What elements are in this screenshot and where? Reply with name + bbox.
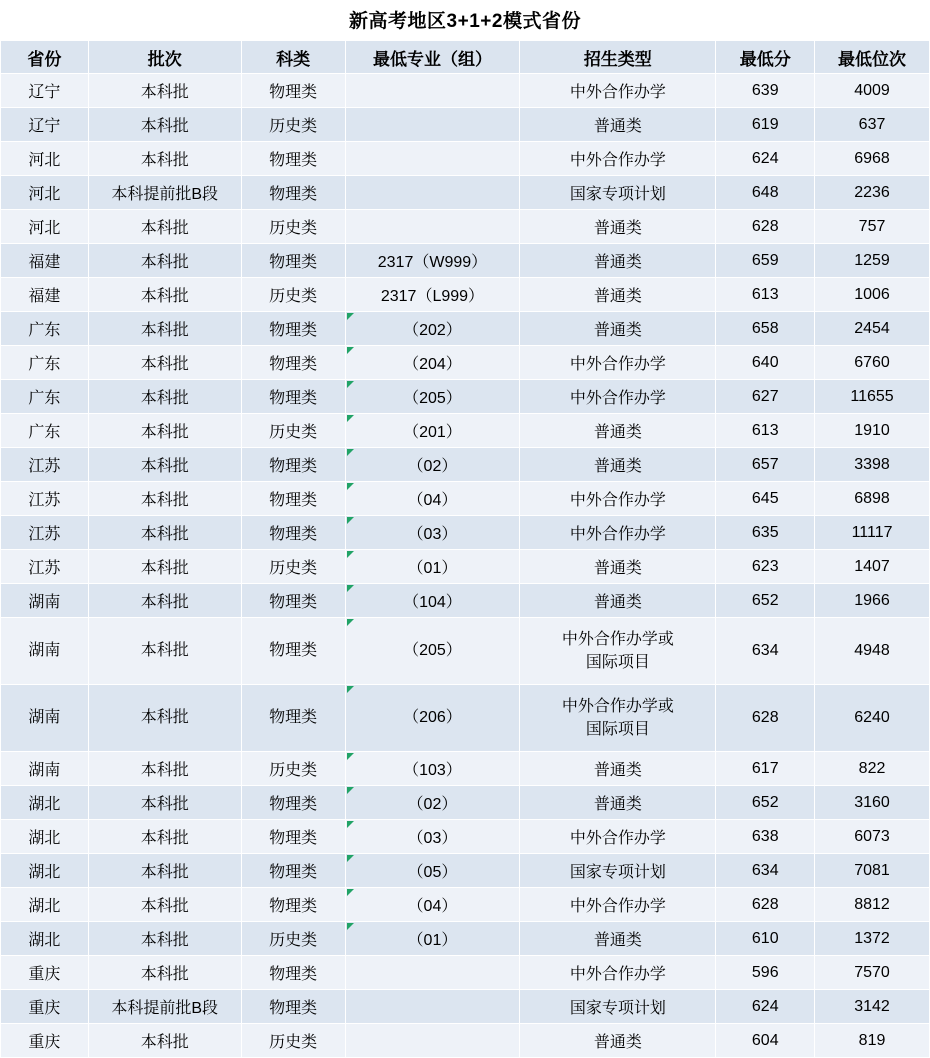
- cell-province[interactable]: 广东: [1, 380, 89, 414]
- cell-min-rank[interactable]: 6240: [815, 685, 930, 752]
- cell-subject[interactable]: 物理类: [241, 820, 345, 854]
- table-row: [1, 380, 930, 414]
- cell-admission-type[interactable]: 中外合作办学: [520, 888, 716, 922]
- table-row: [1, 210, 930, 244]
- cell-min-score[interactable]: 638: [716, 820, 815, 854]
- cell-admission-type[interactable]: 普通类: [520, 210, 716, 244]
- cell-major-group[interactable]: （202）: [345, 312, 520, 346]
- cell-batch[interactable]: 本科批: [88, 448, 241, 482]
- cell-min-rank[interactable]: 6968: [815, 142, 930, 176]
- cell-subject[interactable]: 物理类: [241, 74, 345, 108]
- cell-min-score[interactable]: 634: [716, 854, 815, 888]
- cell-major-group[interactable]: [345, 990, 520, 1024]
- cell-batch[interactable]: 本科批: [88, 516, 241, 550]
- cell-subject[interactable]: 历史类: [241, 752, 345, 786]
- cell-subject[interactable]: 物理类: [241, 244, 345, 278]
- cell-major-group[interactable]: （205）: [345, 618, 520, 685]
- cell-batch[interactable]: 本科批: [88, 685, 241, 752]
- cell-province[interactable]: 辽宁: [1, 74, 89, 108]
- cell-major-group[interactable]: （201）: [345, 414, 520, 448]
- cell-subject[interactable]: 历史类: [241, 108, 345, 142]
- cell-province[interactable]: 福建: [1, 278, 89, 312]
- table-row: [1, 922, 930, 956]
- cell-subject[interactable]: 历史类: [241, 414, 345, 448]
- cell-subject[interactable]: 物理类: [241, 618, 345, 685]
- cell-min-score[interactable]: 659: [716, 244, 815, 278]
- cell-admission-type[interactable]: 普通类: [520, 1024, 716, 1058]
- cell-subject[interactable]: 历史类: [241, 922, 345, 956]
- cell-admission-type[interactable]: 普通类: [520, 414, 716, 448]
- cell-subject[interactable]: 物理类: [241, 312, 345, 346]
- cell-major-group[interactable]: （204）: [345, 346, 520, 380]
- page-title: 新高考地区3+1+2模式省份: [349, 11, 581, 32]
- table-row: [1, 685, 930, 752]
- cell-admission-type[interactable]: 中外合作办学: [520, 346, 716, 380]
- cell-admission-type[interactable]: 普通类: [520, 786, 716, 820]
- cell-province[interactable]: 重庆: [1, 956, 89, 990]
- cell-province[interactable]: 广东: [1, 414, 89, 448]
- cell-batch[interactable]: 本科提前批B段: [88, 176, 241, 210]
- table-row: [1, 482, 930, 516]
- cell-province[interactable]: 江苏: [1, 448, 89, 482]
- cell-admission-type[interactable]: 国家专项计划: [520, 854, 716, 888]
- cell-subject[interactable]: 物理类: [241, 346, 345, 380]
- cell-min-score[interactable]: 658: [716, 312, 815, 346]
- table-row: [1, 312, 930, 346]
- cell-min-rank[interactable]: 7570: [815, 956, 930, 990]
- cell-batch[interactable]: 本科批: [88, 888, 241, 922]
- table-row: [1, 176, 930, 210]
- cell-major-group[interactable]: [345, 108, 520, 142]
- cell-min-score[interactable]: 634: [716, 618, 815, 685]
- cell-province[interactable]: 湖北: [1, 888, 89, 922]
- cell-min-rank[interactable]: 1407: [815, 550, 930, 584]
- cell-min-score[interactable]: 627: [716, 380, 815, 414]
- column-header-min-score[interactable]: 最低分: [716, 41, 815, 74]
- cell-batch[interactable]: 本科批: [88, 820, 241, 854]
- column-header-subject[interactable]: 科类: [241, 41, 345, 74]
- cell-min-score[interactable]: 628: [716, 210, 815, 244]
- cell-major-group[interactable]: 2317（L999）: [345, 278, 520, 312]
- table-row: [1, 990, 930, 1024]
- cell-min-rank[interactable]: 1966: [815, 584, 930, 618]
- column-header-batch[interactable]: 批次: [88, 41, 241, 74]
- cell-major-group[interactable]: （03）: [345, 820, 520, 854]
- cell-subject[interactable]: 历史类: [241, 550, 345, 584]
- cell-min-rank[interactable]: 757: [815, 210, 930, 244]
- table-row: [1, 854, 930, 888]
- cell-min-score[interactable]: 628: [716, 685, 815, 752]
- cell-province[interactable]: 湖南: [1, 584, 89, 618]
- cell-min-rank[interactable]: 3160: [815, 786, 930, 820]
- cell-province[interactable]: 湖北: [1, 922, 89, 956]
- cell-min-score[interactable]: 628: [716, 888, 815, 922]
- cell-major-group[interactable]: （05）: [345, 854, 520, 888]
- cell-batch[interactable]: 本科批: [88, 346, 241, 380]
- cell-major-group[interactable]: [345, 956, 520, 990]
- cell-major-group[interactable]: [345, 142, 520, 176]
- cell-subject[interactable]: 物理类: [241, 584, 345, 618]
- cell-admission-type[interactable]: [520, 618, 716, 685]
- cell-min-rank[interactable]: 1372: [815, 922, 930, 956]
- cell-admission-type[interactable]: 普通类: [520, 448, 716, 482]
- cell-subject[interactable]: 物理类: [241, 380, 345, 414]
- cell-batch[interactable]: 本科批: [88, 278, 241, 312]
- cell-min-score[interactable]: 596: [716, 956, 815, 990]
- cell-min-rank[interactable]: 11655: [815, 380, 930, 414]
- cell-batch[interactable]: 本科批: [88, 752, 241, 786]
- cell-batch[interactable]: 本科批: [88, 414, 241, 448]
- cell-min-score[interactable]: 610: [716, 922, 815, 956]
- cell-province[interactable]: 湖北: [1, 820, 89, 854]
- cell-batch[interactable]: 本科批: [88, 244, 241, 278]
- cell-admission-type-line: 中外合作办学或: [561, 630, 674, 648]
- table-row: [1, 618, 930, 685]
- table-row: [1, 888, 930, 922]
- cell-min-rank[interactable]: 6073: [815, 820, 930, 854]
- cell-min-score[interactable]: 652: [716, 584, 815, 618]
- cell-admission-type[interactable]: 中外合作办学: [520, 820, 716, 854]
- cell-major-group[interactable]: （104）: [345, 584, 520, 618]
- cell-min-score[interactable]: 604: [716, 1024, 815, 1058]
- cell-batch[interactable]: 本科批: [88, 550, 241, 584]
- cell-subject[interactable]: 物理类: [241, 786, 345, 820]
- cell-admission-type[interactable]: 国家专项计划: [520, 990, 716, 1024]
- cell-min-score[interactable]: 652: [716, 786, 815, 820]
- cell-min-rank[interactable]: 7081: [815, 854, 930, 888]
- cell-province[interactable]: 湖南: [1, 752, 89, 786]
- cell-province[interactable]: 广东: [1, 346, 89, 380]
- cell-admission-type[interactable]: 普通类: [520, 752, 716, 786]
- cell-subject[interactable]: 物理类: [241, 516, 345, 550]
- cell-subject[interactable]: 物理类: [241, 685, 345, 752]
- cell-min-score[interactable]: 619: [716, 108, 815, 142]
- table-row: [1, 1024, 930, 1058]
- cell-subject[interactable]: 物理类: [241, 888, 345, 922]
- cell-subject[interactable]: 物理类: [241, 854, 345, 888]
- cell-batch[interactable]: 本科批: [88, 854, 241, 888]
- admission-score-table: [0, 40, 930, 1058]
- column-header-admission-type[interactable]: 招生类型: [520, 41, 716, 74]
- cell-batch[interactable]: 本科批: [88, 956, 241, 990]
- cell-province[interactable]: 江苏: [1, 482, 89, 516]
- cell-major-group[interactable]: [345, 74, 520, 108]
- cell-min-rank[interactable]: 3142: [815, 990, 930, 1024]
- cell-min-rank[interactable]: 1006: [815, 278, 930, 312]
- cell-batch[interactable]: 本科批: [88, 210, 241, 244]
- cell-subject[interactable]: 历史类: [241, 1024, 345, 1058]
- cell-min-rank[interactable]: 2236: [815, 176, 930, 210]
- cell-province[interactable]: 湖南: [1, 685, 89, 752]
- cell-min-score[interactable]: 635: [716, 516, 815, 550]
- cell-admission-type[interactable]: 普通类: [520, 584, 716, 618]
- cell-province[interactable]: 湖南: [1, 618, 89, 685]
- cell-min-rank[interactable]: 3398: [815, 448, 930, 482]
- cell-batch[interactable]: 本科批: [88, 74, 241, 108]
- cell-batch[interactable]: 本科批: [88, 482, 241, 516]
- cell-admission-type-line: 中外合作办学或: [561, 697, 674, 715]
- cell-admission-type[interactable]: 中外合作办学: [520, 142, 716, 176]
- table-row: [1, 278, 930, 312]
- cell-major-group[interactable]: （01）: [345, 922, 520, 956]
- cell-batch[interactable]: 本科批: [88, 786, 241, 820]
- cell-major-group[interactable]: （103）: [345, 752, 520, 786]
- cell-major-group[interactable]: （206）: [345, 685, 520, 752]
- table-row: [1, 74, 930, 108]
- cell-major-group[interactable]: [345, 210, 520, 244]
- cell-admission-type[interactable]: 普通类: [520, 922, 716, 956]
- cell-min-score[interactable]: 623: [716, 550, 815, 584]
- cell-province[interactable]: 河北: [1, 142, 89, 176]
- cell-subject[interactable]: 历史类: [241, 278, 345, 312]
- cell-batch[interactable]: 本科批: [88, 584, 241, 618]
- cell-batch[interactable]: 本科提前批B段: [88, 990, 241, 1024]
- cell-batch[interactable]: 本科批: [88, 922, 241, 956]
- cell-admission-type[interactable]: 中外合作办学: [520, 74, 716, 108]
- cell-admission-type[interactable]: 普通类: [520, 312, 716, 346]
- cell-admission-type[interactable]: 普通类: [520, 108, 716, 142]
- table-body: [1, 74, 930, 1058]
- cell-batch[interactable]: 本科批: [88, 380, 241, 414]
- cell-admission-type[interactable]: [520, 685, 716, 752]
- cell-province[interactable]: 辽宁: [1, 108, 89, 142]
- cell-min-score[interactable]: 640: [716, 346, 815, 380]
- cell-min-rank[interactable]: 822: [815, 752, 930, 786]
- cell-admission-type[interactable]: 中外合作办学: [520, 380, 716, 414]
- table-row: [1, 346, 930, 380]
- cell-subject[interactable]: 物理类: [241, 176, 345, 210]
- cell-min-score[interactable]: 613: [716, 414, 815, 448]
- cell-min-score[interactable]: 648: [716, 176, 815, 210]
- cell-subject[interactable]: 物理类: [241, 142, 345, 176]
- cell-min-rank[interactable]: 1259: [815, 244, 930, 278]
- column-header-major-group[interactable]: 最低专业（组）: [345, 41, 520, 74]
- cell-major-group[interactable]: 2317（W999）: [345, 244, 520, 278]
- cell-min-score[interactable]: 639: [716, 74, 815, 108]
- cell-admission-type[interactable]: 普通类: [520, 244, 716, 278]
- table-row: [1, 448, 930, 482]
- cell-province[interactable]: 重庆: [1, 990, 89, 1024]
- table-row: [1, 244, 930, 278]
- cell-min-rank[interactable]: 1910: [815, 414, 930, 448]
- cell-admission-type-line: 国际项目: [585, 654, 650, 671]
- cell-province[interactable]: 河北: [1, 210, 89, 244]
- cell-subject[interactable]: 物理类: [241, 956, 345, 990]
- cell-admission-type[interactable]: 普通类: [520, 550, 716, 584]
- table-row: [1, 108, 930, 142]
- cell-min-rank[interactable]: 637: [815, 108, 930, 142]
- cell-subject[interactable]: 历史类: [241, 210, 345, 244]
- cell-major-group[interactable]: （03）: [345, 516, 520, 550]
- table-row: [1, 584, 930, 618]
- table-row: [1, 142, 930, 176]
- cell-province[interactable]: 江苏: [1, 550, 89, 584]
- cell-min-rank[interactable]: 2454: [815, 312, 930, 346]
- table-header-row: [1, 41, 930, 74]
- cell-major-group[interactable]: [345, 176, 520, 210]
- cell-min-rank[interactable]: 819: [815, 1024, 930, 1058]
- cell-province[interactable]: 福建: [1, 244, 89, 278]
- cell-min-score[interactable]: 617: [716, 752, 815, 786]
- cell-admission-type[interactable]: 中外合作办学: [520, 516, 716, 550]
- cell-admission-type-line: 国际项目: [585, 721, 650, 738]
- cell-admission-type[interactable]: 普通类: [520, 278, 716, 312]
- cell-batch[interactable]: 本科批: [88, 1024, 241, 1058]
- table-row: [1, 820, 930, 854]
- cell-subject[interactable]: 物理类: [241, 990, 345, 1024]
- cell-batch[interactable]: 本科批: [88, 618, 241, 685]
- cell-min-score[interactable]: 645: [716, 482, 815, 516]
- table-row: [1, 956, 930, 990]
- cell-min-rank[interactable]: 8812: [815, 888, 930, 922]
- cell-admission-type[interactable]: 中外合作办学: [520, 956, 716, 990]
- cell-province[interactable]: 重庆: [1, 1024, 89, 1058]
- cell-min-rank[interactable]: 6760: [815, 346, 930, 380]
- cell-min-score[interactable]: 657: [716, 448, 815, 482]
- cell-major-group[interactable]: [345, 1024, 520, 1058]
- column-header-min-rank[interactable]: 最低位次: [815, 41, 930, 74]
- table-row: [1, 786, 930, 820]
- cell-min-rank[interactable]: 4948: [815, 618, 930, 685]
- cell-major-group[interactable]: （04）: [345, 482, 520, 516]
- cell-batch[interactable]: 本科批: [88, 142, 241, 176]
- cell-min-score[interactable]: 624: [716, 142, 815, 176]
- cell-province[interactable]: 广东: [1, 312, 89, 346]
- table-row: [1, 516, 930, 550]
- cell-subject[interactable]: 物理类: [241, 482, 345, 516]
- table-row: [1, 414, 930, 448]
- table-row: [1, 550, 930, 584]
- cell-major-group[interactable]: （01）: [345, 550, 520, 584]
- cell-min-rank[interactable]: 4009: [815, 74, 930, 108]
- cell-province[interactable]: 湖北: [1, 854, 89, 888]
- cell-admission-type[interactable]: 中外合作办学: [520, 482, 716, 516]
- cell-major-group[interactable]: （04）: [345, 888, 520, 922]
- cell-batch[interactable]: 本科批: [88, 312, 241, 346]
- cell-major-group[interactable]: （02）: [345, 448, 520, 482]
- cell-admission-type[interactable]: 国家专项计划: [520, 176, 716, 210]
- cell-province[interactable]: 河北: [1, 176, 89, 210]
- cell-province[interactable]: 湖北: [1, 786, 89, 820]
- cell-min-score[interactable]: 624: [716, 990, 815, 1024]
- cell-major-group[interactable]: （02）: [345, 786, 520, 820]
- cell-province[interactable]: 江苏: [1, 516, 89, 550]
- cell-min-rank[interactable]: 6898: [815, 482, 930, 516]
- table-row: [1, 752, 930, 786]
- table-header: [1, 41, 930, 74]
- cell-major-group[interactable]: （205）: [345, 380, 520, 414]
- cell-batch[interactable]: 本科批: [88, 108, 241, 142]
- column-header-province[interactable]: 省份: [1, 41, 89, 74]
- cell-min-score[interactable]: 613: [716, 278, 815, 312]
- cell-min-rank[interactable]: 11117: [815, 516, 930, 550]
- cell-subject[interactable]: 物理类: [241, 448, 345, 482]
